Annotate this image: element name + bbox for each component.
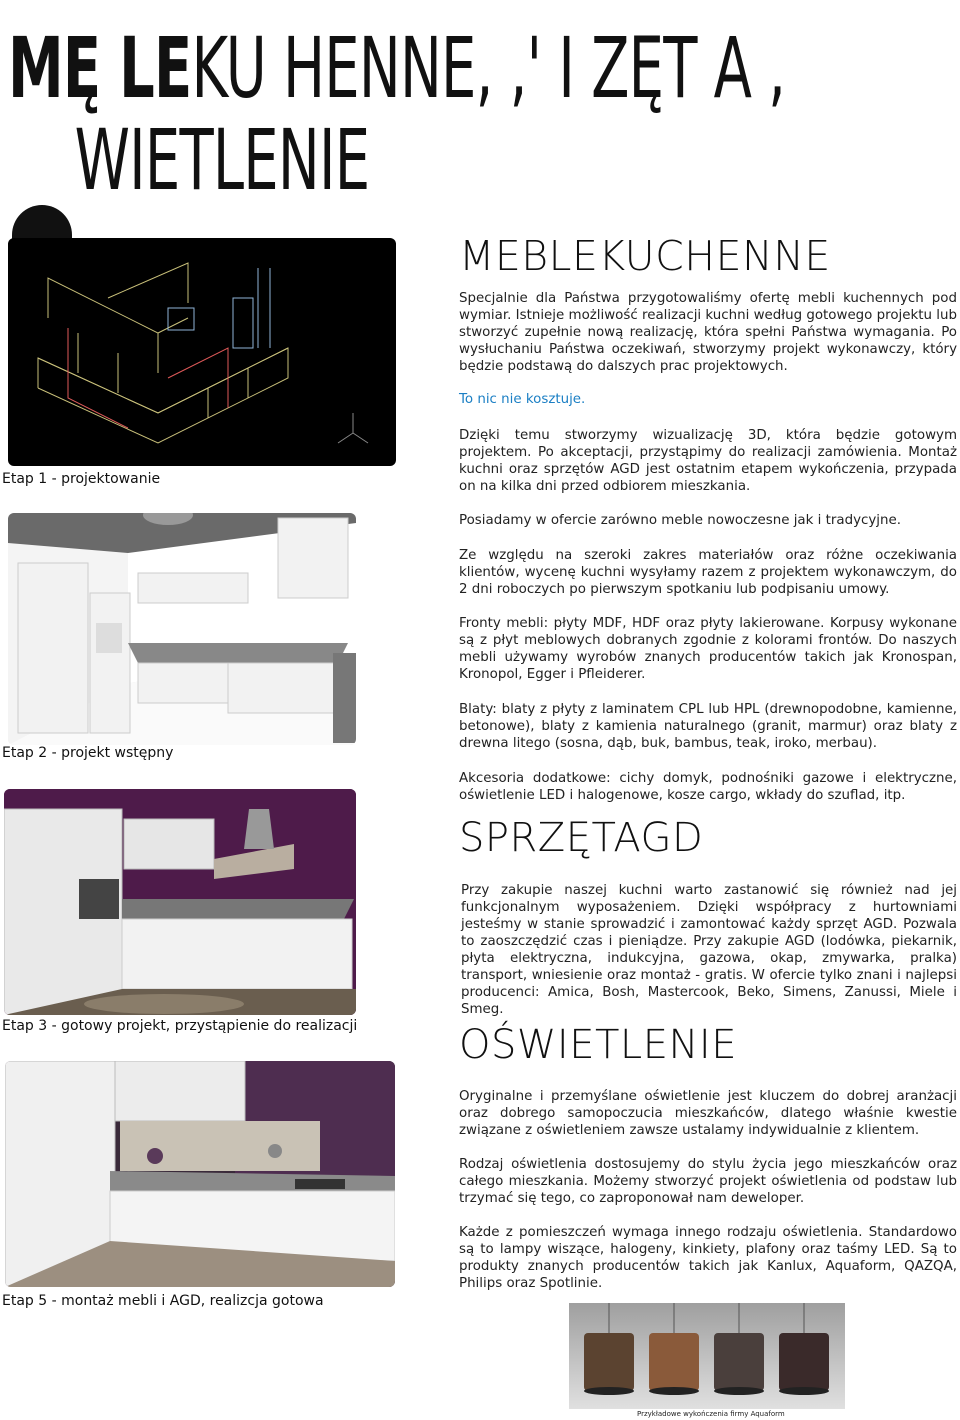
- meble-paragraph-4: Ze względu na szeroki zakres materiałów oraz różne oczekiwania klientów, wycenę kuchni wysyłamy razem z projektem wykonawczym, do 2 dni roboczych po pierwszym spotkaniu lub podpisaniu umowy.: [459, 548, 957, 597]
- title-rest: KUCHENNE: [598, 232, 831, 280]
- lighting-paragraph-3: Każde z pomieszczeń wymaga innego rodzaju oświetlenia. Standardowo są to lampy wiszące, halogeny, kinkiety, plafony oraz taśmy LED. Są to produkty znanych producentów takich jak Kanlux, Aquaform, QAZQA, Philips oraz Spotlinie.: [459, 1225, 957, 1291]
- image-caption-4: Etap 5 - montaż mebli i AGD, realizcja gotowa: [2, 1293, 324, 1309]
- meble-paragraph-6: Blaty: blaty z płyty z laminatem CPL lub HPL (drewnopodobne, kamienne, betonowe), blaty z kamienia naturalnego (granit, marmur) oraz blaty z drewna litego (sosna, dąb, buk, bambus, teak, iroko, merbau).: [459, 702, 957, 751]
- image-caption-3: Etap 3 - gotowy projekt, przystąpienie do realizacji: [2, 1018, 358, 1034]
- pendant-lamps-photo: [569, 1303, 845, 1409]
- title-bold: SPRZĘT: [459, 815, 614, 861]
- white-kitchen-render-image: [8, 513, 356, 745]
- agd-section-title: [459, 815, 703, 861]
- agd-paragraph-1: Przy zakupie naszej kuchni warto zastanowić się również nad jej funkcjonalnym wyposażeniem. Dzięki współpracy z hurtowniami jesteśmy w stanie sprowadzić i zamontować każdy sprzęt AGD. Pozwala to zaoszczędzić czas i pieniądze. Przy zakupie AGD (lodówka, piekarnik, płyta elektryczna, indukcyjna, gazowa, okap, zmywarka, pralka) transport, wniesienie oraz montaż - gratis. W ofercie tylko znani i najlepsi producenci: Amica, Bosh, Mastercook, Beko, Simens, Zanussi, Miele i Smeg.: [461, 883, 957, 1017]
- hero-line-2: WIETLENIE: [74, 111, 370, 209]
- image-caption-1: Etap 1 - projektowanie: [2, 471, 161, 487]
- meble-paragraph-2: Dzięki temu stworzymy wizualizację 3D, która będzie gotowym projektem. Po akceptacji, przystąpimy do realizacji zamówienia. Montaż kuchni oraz sprzętów AGD jest ostatnim etapem wykończenia, przypada on na kilka dni przed odbiorem mieszkania.: [459, 428, 957, 494]
- meble-paragraph-1: Specjalnie dla Państwa przygotowaliśmy ofertę mebli kuchennych pod wymiar. Istnieje możliwość realizacji kuchni według gotowego projektu lub stworzyć zupełnie nową realizację, która spełni Państwa wymagania. Po wysłuchaniu Państwa oczekiwań, stworzymy projekt wykonawczy, który będzie podstawą do dalszych prac projektowych.: [459, 291, 957, 374]
- meble-section-title: [459, 232, 831, 280]
- lamps-photo-caption: Przykładowe wykończenia firmy Aquaform: [637, 1410, 785, 1418]
- meble-paragraph-5: Fronty mebli: płyty MDF, HDF oraz płyty lakierowane. Korpusy wykonane są z płyt meblowych dobranych zgodnie z kolorami frontów. Do naszych mebli używamy wyrobów znanych producentów takich jak Kronospan, Kronopol, Egger i Pfleiderer.: [459, 616, 957, 682]
- hero-title: [8, 19, 786, 209]
- hero-line-1: MĘ LEKU HENNE, ,' I ZĘT A ,: [8, 19, 786, 117]
- purple-kitchen-render-image: [4, 789, 356, 1015]
- lighting-paragraph-2: Rodzaj oświetlenia dostosujemy do stylu życia jego mieszkańców oraz całego mieszkania. Możemy stworzyć projekt oświetlenia od podstaw lub trzymać się tego, co zaproponował nam deweloper.: [459, 1157, 957, 1206]
- lighting-paragraph-1: Oryginalne i przemyślane oświetlenie jest kluczem do dobrej aranżacji oraz dobrego samopoczucia mieszkańców, dlatego właśnie kwestie związane z oświetleniem zawsze ustalamy indywidualnie z klientem.: [459, 1089, 957, 1138]
- meble-paragraph-3: Posiadamy w ofercie zarówno meble nowoczesne jak i tradycyjne.: [459, 513, 901, 528]
- meble-paragraph-7: Akcesoria dodatkowe: cichy domyk, podnośniki gazowe i elektryczne, oświetlenie LED i halogenowe, kosze cargo, wkłady do szuflad, itp.: [459, 771, 957, 803]
- title-bold: MEBLE: [459, 232, 599, 280]
- image-caption-2: Etap 2 - projekt wstępny: [2, 745, 174, 761]
- lighting-section-title: OŚWIETLENIE: [459, 1022, 737, 1068]
- finished-kitchen-photo: [5, 1061, 395, 1287]
- wireframe-render-image: [8, 238, 396, 466]
- title-rest: AGD: [613, 815, 704, 861]
- meble-free-note: To nic nie kosztuje.: [459, 392, 586, 407]
